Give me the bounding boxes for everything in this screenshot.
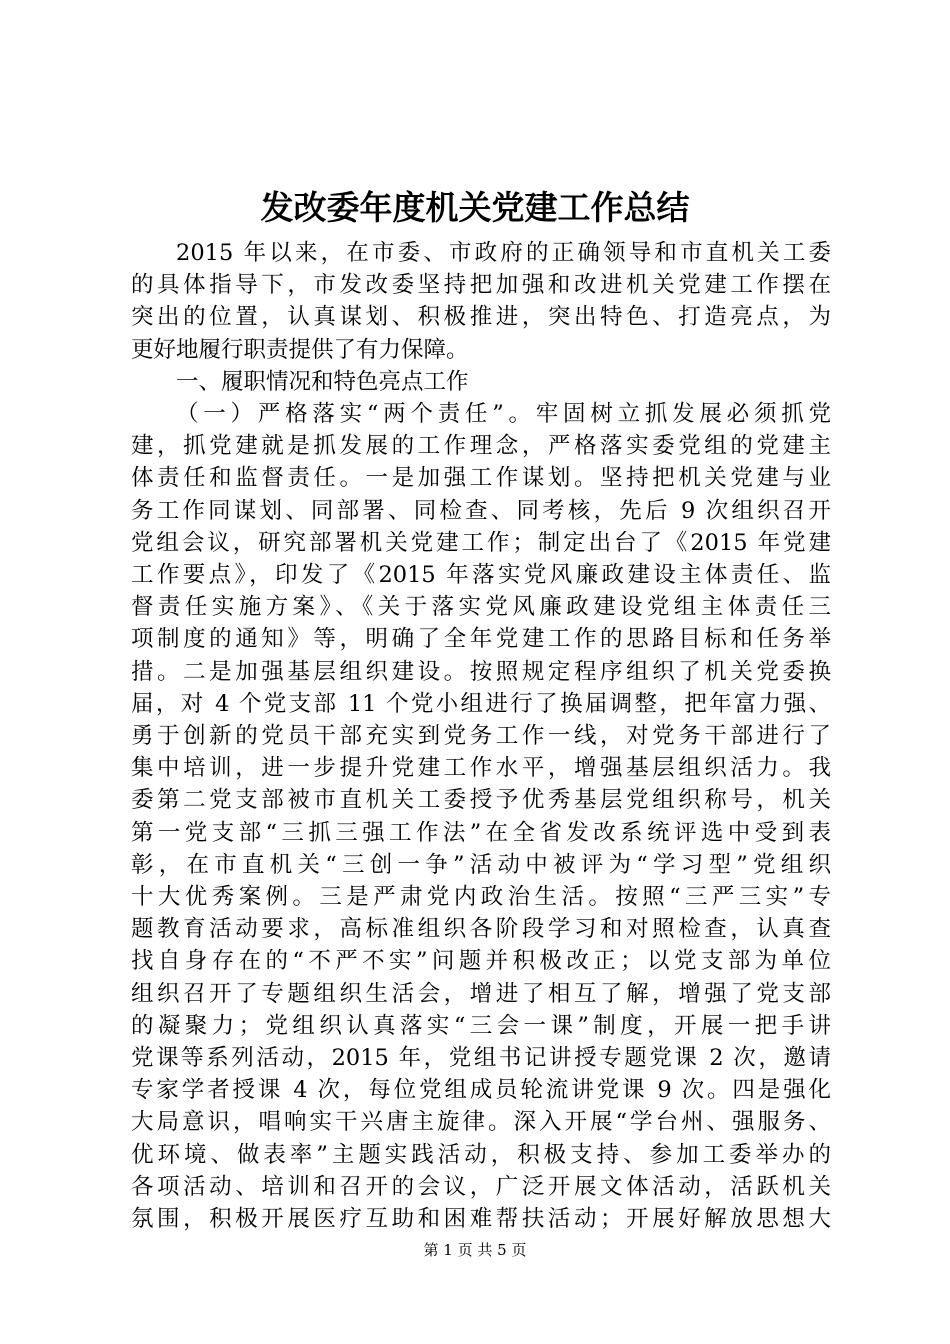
paragraph-3-line-20: 的凝聚力；党组织认真落实“三会一课”制度，开展一把手讲 [131, 1012, 831, 1039]
paragraph-3-line-2: 建，抓党建就是抓发展的工作理念，严格落实委党组的党建主 [131, 433, 831, 460]
paragraph-3-line-4: 务工作同谋划、同部署、同检查、同考核，先后 9 次组织召开 [131, 497, 831, 524]
paragraph-1-line-3: 突出的位置，认真谋划、积极推进，突出特色、打造亮点，为 [131, 304, 831, 331]
paragraph-3-line-23: 大局意识，唱响实干兴唐主旋律。深入开展“学台州、强服务、 [131, 1109, 831, 1136]
paragraph-3-line-9: 措。二是加强基层组织建设。按照规定程序组织了机关党委换 [131, 658, 831, 685]
paragraph-3-line-24: 优环境、做表率”主题实践活动，积极支持、参加工委举办的 [131, 1141, 831, 1168]
paragraph-3-line-11: 勇于创新的党员干部充实到党务工作一线，对党务干部进行了 [131, 723, 831, 750]
paragraph-3-line-7: 督责任实施方案》、《关于落实党风廉政建设党组主体责任三 [131, 594, 831, 621]
page-number-label: 第 1 页 共 5 页 [423, 1241, 527, 1259]
paragraph-3-line-16: 十大优秀案例。三是严肃党内政治生活。按照“三严三实”专 [131, 884, 831, 911]
paragraph-1-line-1: 2015 年以来，在市委、市政府的正确领导和市直机关工委 [176, 240, 831, 266]
paragraph-3-line-17: 题教育活动要求，高标准组织各阶段学习和对照检查，认真查 [131, 916, 831, 943]
paragraph-3-line-13: 委第二党支部被市直机关工委授予优秀基层党组织称号，机关 [131, 787, 831, 814]
paragraph-3-line-26: 氛围，积极开展医疗互助和困难帮扶活动；开展好解放思想大 [131, 1206, 831, 1233]
paragraph-3-line-12: 集中培训，进一步提升党建工作水平，增强基层组织活力。我 [131, 755, 831, 782]
paragraph-3-line-15: 彰，在市直机关“三创一争”活动中被评为“学习型”党组织 [131, 851, 831, 878]
paragraph-3-line-25: 各项活动、培训和召开的会议，广泛开展文体活动，活跃机关 [131, 1173, 831, 1200]
paragraph-3-line-3: 体责任和监督责任。一是加强工作谋划。坚持把机关党建与业 [131, 465, 831, 492]
paragraph-3-line-14: 第一党支部“三抓三强工作法”在全省发改系统评选中受到表 [131, 819, 831, 846]
paragraph-3-line-18: 找自身存在的“不严不实”问题并积极改正；以党支部为单位 [131, 948, 831, 975]
document-body [131, 237, 831, 1235]
paragraph-3-line-19: 组织召开了专题组织生活会，增进了相互了解，增强了党支部 [131, 980, 831, 1007]
paragraph-3-line-8: 项制度的通知》等，明确了全年党建工作的思路目标和任务举 [131, 626, 831, 653]
paragraph-3-line-22: 专家学者授课 4 次，每位党组成员轮流讲党课 9 次。四是强化 [131, 1077, 831, 1104]
paragraph-3-line-6: 工作要点》，印发了《2015 年落实党风廉政建设主体责任、监 [131, 562, 831, 589]
page-footer [0, 1240, 950, 1260]
paragraph-1-line-2: 的具体指导下，市发改委坚持把加强和改进机关党建工作摆在 [131, 272, 831, 299]
section-heading-1: 一、履职情况和特色亮点工作 [176, 368, 469, 395]
paragraph-3-line-21: 党课等系列活动，2015 年，党组书记讲授专题党课 2 次，邀请 [131, 1045, 831, 1072]
paragraph-3-line-5: 党组会议，研究部署机关党建工作；制定出台了《2015 年党建 [131, 529, 831, 556]
document-title: 发改委年度机关党建工作总结 [260, 188, 690, 227]
paragraph-3-line-1: （一）严格落实“两个责任”。牢固树立抓发展必须抓党 [176, 401, 831, 428]
paragraph-1-line-4: 更好地履行职责提供了有力保障。 [131, 336, 469, 363]
paragraph-3-line-10: 届，对 4 个党支部 11 个党小组进行了换届调整，把年富力强、 [131, 690, 831, 717]
